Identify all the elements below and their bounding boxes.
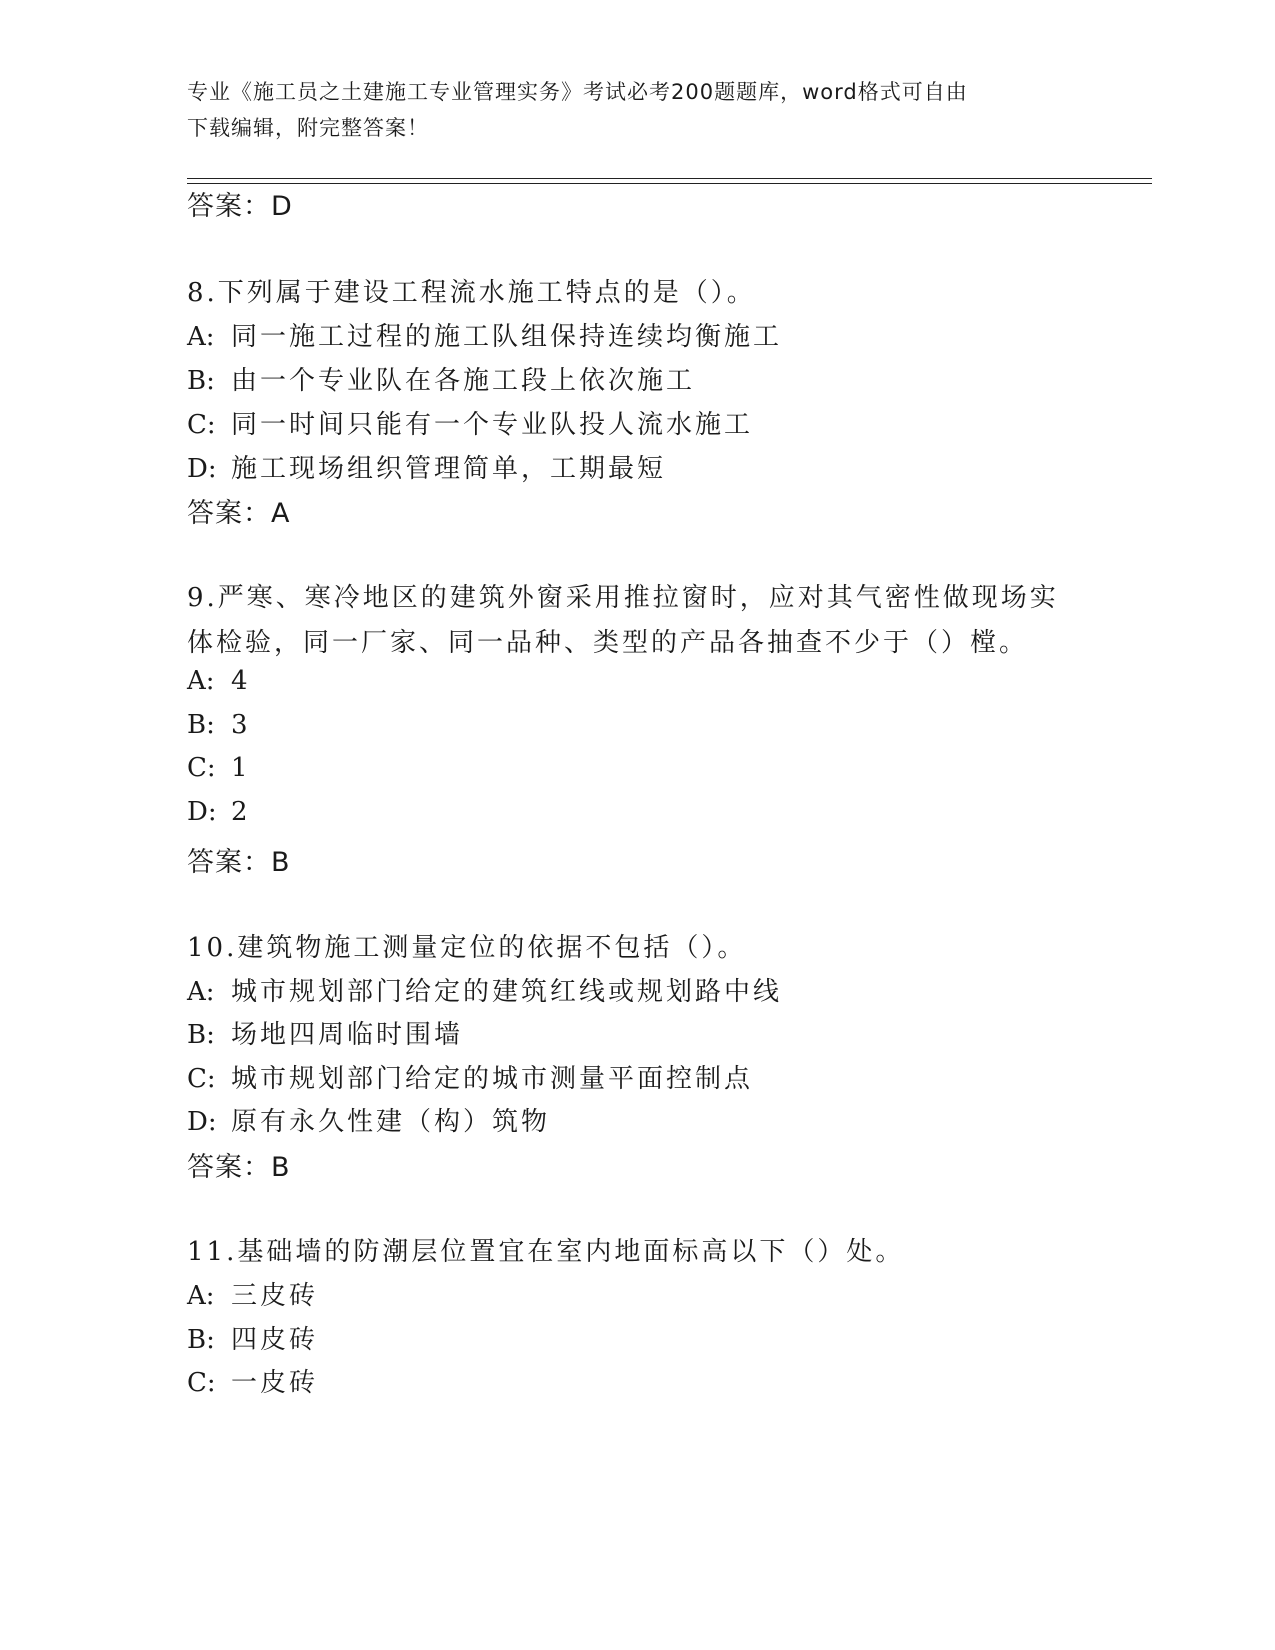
option-label: C: <box>187 1064 216 1094</box>
question-8-answer: 答案：A <box>187 498 291 529</box>
question-11-option-b <box>187 1319 318 1356</box>
option-label: B: <box>187 1020 215 1050</box>
option-text: 由一个专业队在各施工段上依次施工 <box>231 366 696 396</box>
option-text: 2 <box>231 797 251 827</box>
question-11-option-c <box>187 1362 318 1399</box>
document-header <box>187 74 1067 146</box>
question-9-option-b <box>187 710 251 740</box>
option-text: 施工现场组织管理简单，工期最短 <box>231 454 667 484</box>
question-8-option-d <box>187 448 666 485</box>
header-rule-top <box>187 178 1152 179</box>
header-line-1: 专业《施工员之土建施工专业管理实务》考试必考200题题库，word格式可自由 <box>187 80 968 104</box>
option-text: 城市规划部门给定的城市测量平面控制点 <box>231 1064 754 1094</box>
option-text: 1 <box>231 753 251 783</box>
question-11-stem: 11.基础墙的防潮层位置宜在室内地面标高以下（）处。 <box>187 1237 905 1267</box>
option-label: A: <box>187 977 215 1007</box>
question-9-option-d <box>187 797 251 827</box>
question-11-option-a <box>187 1275 318 1312</box>
question-10-stem: 10.建筑物施工测量定位的依据不包括（）。 <box>187 933 747 963</box>
question-8-option-a <box>187 316 782 353</box>
option-label: A: <box>187 666 215 696</box>
option-text: 同一时间只能有一个专业队投人流水施工 <box>231 410 754 440</box>
question-10-option-c <box>187 1058 753 1095</box>
question-8-option-c <box>187 404 753 441</box>
option-text: 四皮砖 <box>231 1325 319 1355</box>
question-8-option-b <box>187 360 695 397</box>
question-8-stem: 8.下列属于建设工程流水施工特点的是（）。 <box>187 278 756 308</box>
option-label: D: <box>187 454 217 484</box>
option-label: D: <box>187 797 217 827</box>
option-label: C: <box>187 410 216 440</box>
option-label: A: <box>187 1281 215 1311</box>
option-label: A: <box>187 322 215 352</box>
option-text: 一皮砖 <box>231 1368 319 1398</box>
option-text: 4 <box>231 666 251 696</box>
question-9-answer: 答案：B <box>187 847 291 878</box>
option-text: 原有永久性建（构）筑物 <box>231 1107 551 1137</box>
question-9-stem-line-1: 9.严寒、寒冷地区的建筑外窗采用推拉窗时，应对其气密性做现场实 <box>187 583 1059 613</box>
option-label: B: <box>187 366 215 396</box>
header-rule-bottom <box>187 183 1152 184</box>
option-label: B: <box>187 710 215 740</box>
option-text: 三皮砖 <box>231 1281 319 1311</box>
header-line-2: 下载编辑，附完整答案！ <box>187 116 429 140</box>
option-label: C: <box>187 1368 216 1398</box>
question-10-option-b <box>187 1014 463 1051</box>
question-9-stem-line-2: 体检验，同一厂家、同一品种、类型的产品各抽查不少于（）樘。 <box>187 628 1029 658</box>
question-10-answer: 答案：B <box>187 1152 291 1183</box>
option-text: 城市规划部门给定的建筑红线或规划路中线 <box>231 977 783 1007</box>
option-text: 场地四周临时围墙 <box>231 1020 464 1050</box>
option-label: C: <box>187 753 216 783</box>
option-label: D: <box>187 1107 217 1137</box>
option-text: 3 <box>231 710 251 740</box>
question-9-option-a <box>187 666 251 696</box>
question-9-option-c <box>187 753 251 783</box>
option-text: 同一施工过程的施工队组保持连续均衡施工 <box>231 322 783 352</box>
question-10-option-a <box>187 971 782 1008</box>
previous-answer: 答案：D <box>187 191 293 222</box>
option-label: B: <box>187 1325 215 1355</box>
question-10-option-d <box>187 1101 550 1138</box>
